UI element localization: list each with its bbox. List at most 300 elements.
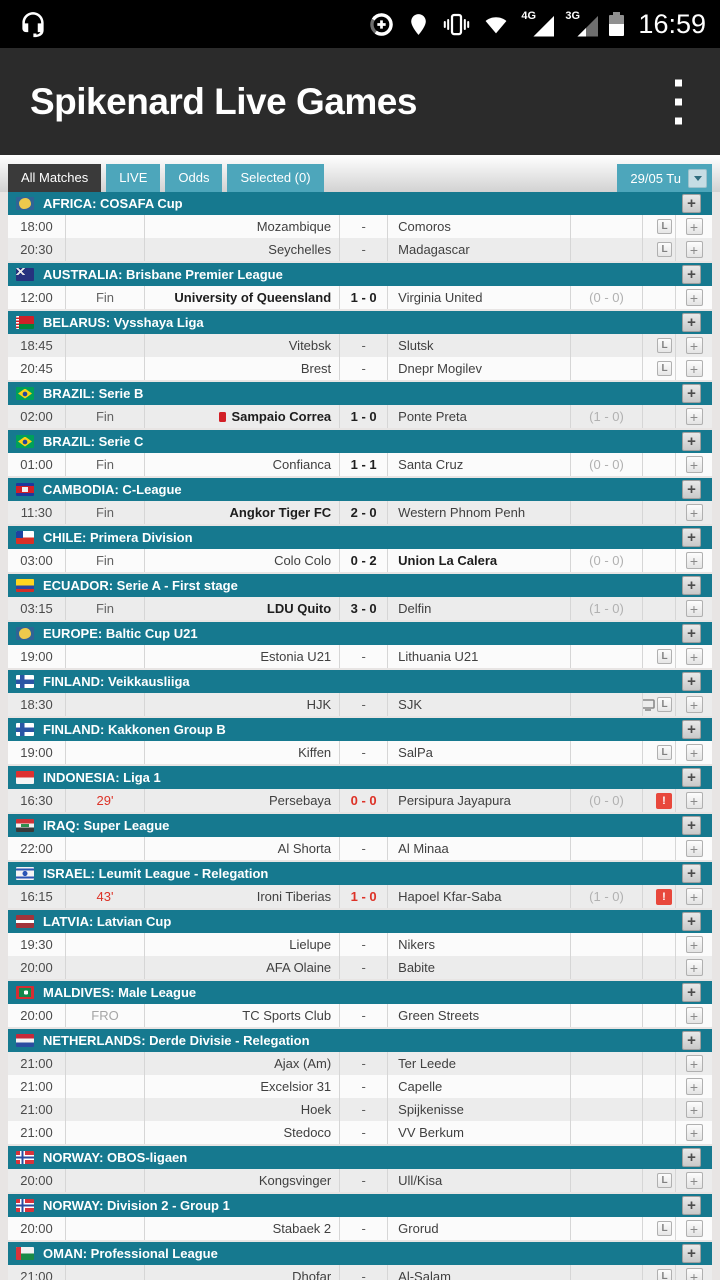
row-icons [643,1121,676,1144]
add-match-to-selected-button[interactable] [686,1007,703,1024]
add-match-to-selected-button[interactable] [686,337,703,354]
row-icons [643,215,676,238]
halftime-score: (1 - 0) [571,405,643,428]
tab-live[interactable]: LIVE [106,164,160,192]
add-league-to-selected-button[interactable] [682,1031,701,1050]
away-team-cell [388,405,571,428]
league-name: CHILE: Primera Division [43,530,193,545]
add-match-to-selected-button[interactable] [686,504,703,521]
add-match-to-selected-button[interactable] [686,1101,703,1118]
league-section [8,1029,712,1144]
match-status: Fin [66,501,145,524]
home-team-name: Angkor Tiger FC [229,505,332,520]
match-row[interactable] [8,956,712,979]
league-name: NORWAY: OBOS-ligaen [43,1150,188,1165]
add-cell [676,645,712,668]
match-status: Fin [66,453,145,476]
add-league-to-selected-button[interactable] [682,1148,701,1167]
netherlands-flag-icon [16,1034,34,1047]
halftime-score [571,334,643,357]
halftime-score: (1 - 0) [571,597,643,620]
plus-icon: + [689,936,699,953]
tabs [8,164,324,192]
match-time: 21:00 [8,1121,66,1144]
plus-icon: + [689,792,699,809]
match-score: 1 - 0 [340,286,388,309]
add-league-to-selected-button[interactable] [682,1244,701,1263]
home-team-cell [145,357,340,380]
row-icons [643,693,676,716]
add-league-to-selected-button[interactable] [682,768,701,787]
plus-icon: + [689,289,699,306]
away-team-cell [388,645,571,668]
match-status [66,956,145,979]
match-status [66,933,145,956]
away-team-name: Madagascar [398,242,470,257]
league-header[interactable] [8,814,712,837]
match-row[interactable] [8,286,712,309]
league-header[interactable] [8,622,712,645]
match-status: 43' [66,885,145,908]
away-team-cell [388,693,571,716]
match-status [66,238,145,261]
add-league-to-selected-button[interactable] [682,432,701,451]
home-team-cell [145,1098,340,1121]
home-team-cell [145,597,340,620]
status-bar [0,0,720,48]
data-saver-icon [368,11,395,38]
match-score: 0 - 2 [340,549,388,572]
league-header[interactable] [8,1194,712,1217]
latvia-flag-icon [16,915,34,928]
away-team-cell [388,956,571,979]
kebab-menu-icon[interactable] [675,79,682,124]
home-team-name: Excelsior 31 [260,1079,332,1094]
plus-icon: + [689,1055,699,1072]
add-cell [676,357,712,380]
league-header[interactable] [8,192,712,215]
match-row[interactable] [8,238,712,261]
signal-3g-icon [565,11,598,38]
league-header[interactable] [8,430,712,453]
home-team-cell [145,1169,340,1192]
add-cell [676,885,712,908]
add-match-to-selected-button[interactable] [686,1055,703,1072]
league-name: INDONESIA: Liga 1 [43,770,161,785]
live-tracker-icon: L [657,1269,672,1280]
plus-icon: + [687,577,696,594]
maldives-flag-icon [16,986,34,999]
league-section [8,263,712,309]
add-match-to-selected-button[interactable] [686,888,703,905]
match-row[interactable] [8,1265,712,1280]
match-time: 19:00 [8,645,66,668]
halftime-score [571,933,643,956]
match-row[interactable] [8,597,712,620]
app-header [0,48,720,155]
plus-icon: + [687,266,696,283]
match-row[interactable] [8,1075,712,1098]
match-row[interactable] [8,405,712,428]
league-name: BRAZIL: Serie C [43,434,144,449]
add-match-to-selected-button[interactable] [686,360,703,377]
row-icons [643,645,676,668]
home-team-cell [145,1121,340,1144]
add-league-to-selected-button[interactable] [682,624,701,643]
home-team-cell [145,693,340,716]
match-status: Fin [66,405,145,428]
match-row[interactable] [8,693,712,716]
plus-icon: + [687,984,696,1001]
match-status [66,1098,145,1121]
row-icons [643,837,676,860]
add-cell [676,1075,712,1098]
row-icons [643,885,676,908]
league-header[interactable] [8,910,712,933]
plus-icon: + [689,218,699,235]
league-header[interactable] [8,981,712,1004]
plus-icon: + [689,1268,699,1280]
add-match-to-selected-button[interactable] [686,1124,703,1141]
league-section [8,1242,712,1280]
status-bar-clock: 16:59 [638,8,706,39]
league-name: AFRICA: COSAFA Cup [43,196,183,211]
signal-4g-triangle [533,16,554,37]
league-name: LATVIA: Latvian Cup [43,914,172,929]
home-team-name: Vitebsk [288,338,332,353]
plus-icon: + [687,769,696,786]
league-section [8,382,712,428]
date-selector[interactable] [617,164,712,192]
plus-icon: + [687,433,696,450]
halftime-score [571,837,643,860]
plus-icon: + [689,600,699,617]
add-match-to-selected-button[interactable] [686,241,703,258]
add-match-to-selected-button[interactable] [686,456,703,473]
match-status [66,334,145,357]
league-header[interactable] [8,478,712,501]
plus-icon: + [687,817,696,834]
home-team-name: Seychelles [268,242,332,257]
plus-icon: + [687,673,696,690]
away-team-name: SJK [398,697,422,712]
league-header[interactable] [8,718,712,741]
match-status [66,741,145,764]
league-section [8,430,712,476]
home-team-name: Confianca [272,457,332,472]
add-cell [676,334,712,357]
match-time: 01:00 [8,453,66,476]
match-time: 03:15 [8,597,66,620]
plus-icon: + [687,625,696,642]
match-row[interactable] [8,1098,712,1121]
match-status [66,1217,145,1240]
plus-icon: + [689,408,699,425]
match-score: - [340,334,388,357]
away-team-name: Union La Calera [398,553,498,568]
match-row[interactable] [8,789,712,812]
home-team-cell [145,238,340,261]
signal-4g-label: 4G [521,9,537,22]
match-score: - [340,1004,388,1027]
halftime-score [571,1098,643,1121]
match-time: 18:45 [8,334,66,357]
home-team-name: Persebaya [269,793,332,808]
match-row[interactable] [8,501,712,524]
match-row[interactable] [8,334,712,357]
match-score: - [340,238,388,261]
halftime-score [571,238,643,261]
league-name: FINLAND: Veikkausliiga [43,674,190,689]
add-league-to-selected-button[interactable] [682,672,701,691]
league-name: ECUADOR: Serie A - First stage [43,578,238,593]
away-team-cell [388,1075,571,1098]
match-row[interactable] [8,215,712,238]
add-league-to-selected-button[interactable] [682,1196,701,1215]
match-score: 3 - 0 [340,597,388,620]
match-status [66,645,145,668]
tab-selected[interactable]: Selected (0) [227,164,323,192]
plus-icon: + [689,744,699,761]
away-team-name: Slutsk [398,338,434,353]
halftime-score [571,645,643,668]
plus-icon: + [689,1101,699,1118]
home-team-name: University of Queensland [174,290,332,305]
match-status [66,215,145,238]
row-icons [643,956,676,979]
norway-flag-icon [16,1199,34,1212]
match-row[interactable] [8,1004,712,1027]
home-team-name: Lielupe [289,937,332,952]
match-row[interactable] [8,1121,712,1144]
plus-icon: + [689,1078,699,1095]
league-header[interactable] [8,382,712,405]
home-team-cell [145,286,340,309]
add-league-to-selected-button[interactable] [682,720,701,739]
league-section [8,862,712,908]
live-tracker-icon: L [657,1221,672,1236]
home-team-name: TC Sports Club [242,1008,332,1023]
match-row[interactable] [8,1169,712,1192]
match-row[interactable] [8,645,712,668]
away-team-name: Lithuania U21 [398,649,479,664]
match-row[interactable] [8,837,712,860]
add-league-to-selected-button[interactable] [682,912,701,931]
home-team-name: Kiffen [298,745,332,760]
home-team-name: Al Shorta [277,841,332,856]
row-icons [643,597,676,620]
match-score: 0 - 0 [340,789,388,812]
plus-icon: + [687,195,696,212]
add-league-to-selected-button[interactable] [682,313,701,332]
row-icons [643,1217,676,1240]
add-match-to-selected-button[interactable] [686,552,703,569]
away-team-name: Ter Leede [398,1056,456,1071]
plus-icon: + [687,1149,696,1166]
row-icons [643,1052,676,1075]
add-match-to-selected-button[interactable] [686,696,703,713]
add-match-to-selected-button[interactable] [686,289,703,306]
match-row[interactable] [8,741,712,764]
away-team-cell [388,741,571,764]
league-section [8,1194,712,1240]
halftime-score [571,1052,643,1075]
league-header[interactable] [8,862,712,885]
plus-icon: + [687,1245,696,1262]
match-score: - [340,933,388,956]
row-icons [643,1004,676,1027]
league-header[interactable] [8,526,712,549]
plus-icon: + [687,481,696,498]
league-header[interactable] [8,311,712,334]
match-score: - [340,1265,388,1280]
add-cell [676,956,712,979]
home-team-cell [145,1265,340,1280]
africa-flag-icon [16,197,34,210]
date-dropdown-button[interactable] [688,169,707,188]
add-match-to-selected-button[interactable] [686,1078,703,1095]
add-match-to-selected-button[interactable] [686,648,703,665]
match-row[interactable] [8,1052,712,1075]
away-team-name: Ull/Kisa [398,1173,443,1188]
league-name: AUSTRALIA: Brisbane Premier League [43,267,283,282]
halftime-score: (0 - 0) [571,453,643,476]
home-team-cell [145,933,340,956]
match-status [66,357,145,380]
plus-icon: + [689,337,699,354]
add-match-to-selected-button[interactable] [686,1172,703,1189]
add-cell [676,741,712,764]
plus-icon: + [689,696,699,713]
plus-icon: + [689,648,699,665]
league-header[interactable] [8,1146,712,1169]
plus-icon: + [689,959,699,976]
add-match-to-selected-button[interactable] [686,959,703,976]
add-match-to-selected-button[interactable] [686,792,703,809]
away-team-name: VV Berkum [398,1125,464,1140]
add-match-to-selected-button[interactable] [686,1268,703,1280]
league-header[interactable] [8,766,712,789]
match-time: 22:00 [8,837,66,860]
halftime-score [571,1265,643,1280]
row-icons [643,741,676,764]
page-title: Spikenard Live Games [30,80,417,122]
match-status: Fin [66,549,145,572]
match-time: 20:00 [8,956,66,979]
match-time: 21:00 [8,1265,66,1280]
away-team-cell [388,549,571,572]
row-icons [643,286,676,309]
match-time: 03:00 [8,549,66,572]
add-match-to-selected-button[interactable] [686,218,703,235]
match-score: 1 - 1 [340,453,388,476]
row-icons [643,789,676,812]
add-league-to-selected-button[interactable] [682,265,701,284]
add-league-to-selected-button[interactable] [682,480,701,499]
add-cell [676,405,712,428]
add-league-to-selected-button[interactable] [682,528,701,547]
match-score: 1 - 0 [340,405,388,428]
match-time: 18:30 [8,693,66,716]
match-row[interactable] [8,549,712,572]
tab-odds[interactable]: Odds [165,164,222,192]
match-status [66,837,145,860]
home-team-cell [145,956,340,979]
match-row[interactable] [8,1217,712,1240]
match-status [66,693,145,716]
add-league-to-selected-button[interactable] [682,864,701,883]
add-league-to-selected-button[interactable] [682,194,701,213]
away-team-cell [388,238,571,261]
match-score: - [340,1217,388,1240]
add-league-to-selected-button[interactable] [682,983,701,1002]
signal-3g-label: 3G [565,9,581,22]
live-tracker-icon: L [657,338,672,353]
add-match-to-selected-button[interactable] [686,936,703,953]
halftime-score [571,1004,643,1027]
league-header[interactable] [8,1242,712,1265]
match-status [66,1169,145,1192]
finland-flag-icon [16,675,34,688]
league-header[interactable] [8,574,712,597]
league-section [8,670,712,716]
add-match-to-selected-button[interactable] [686,840,703,857]
league-header[interactable] [8,1029,712,1052]
add-league-to-selected-button[interactable] [682,816,701,835]
match-score: - [340,357,388,380]
tab-all-matches[interactable]: All Matches [8,164,101,192]
home-team-name: HJK [306,697,332,712]
plus-icon: + [687,1032,696,1049]
match-score: - [340,956,388,979]
add-match-to-selected-button[interactable] [686,408,703,425]
add-league-to-selected-button[interactable] [682,576,701,595]
match-row[interactable] [8,357,712,380]
headset-icon [18,9,48,39]
league-section [8,574,712,620]
add-league-to-selected-button[interactable] [682,384,701,403]
home-team-cell [145,837,340,860]
match-row[interactable] [8,885,712,908]
add-cell [676,837,712,860]
vibrate-icon [442,11,471,38]
league-header[interactable] [8,670,712,693]
match-time: 16:30 [8,789,66,812]
match-row[interactable] [8,453,712,476]
match-row[interactable] [8,933,712,956]
plus-icon: + [689,360,699,377]
league-header[interactable] [8,263,712,286]
israel-flag-icon [16,867,34,880]
plus-icon: + [689,552,699,569]
plus-icon: + [689,456,699,473]
add-match-to-selected-button[interactable] [686,1220,703,1237]
row-icons [643,334,676,357]
halftime-score [571,1169,643,1192]
away-team-cell [388,1169,571,1192]
add-match-to-selected-button[interactable] [686,600,703,617]
add-match-to-selected-button[interactable] [686,744,703,761]
add-cell [676,693,712,716]
home-team-cell [145,645,340,668]
away-team-cell [388,1217,571,1240]
match-time: 21:00 [8,1098,66,1121]
league-section [8,311,712,380]
plus-icon: + [689,1172,699,1189]
live-tracker-icon: L [657,649,672,664]
home-team-cell [145,453,340,476]
add-cell [676,1217,712,1240]
